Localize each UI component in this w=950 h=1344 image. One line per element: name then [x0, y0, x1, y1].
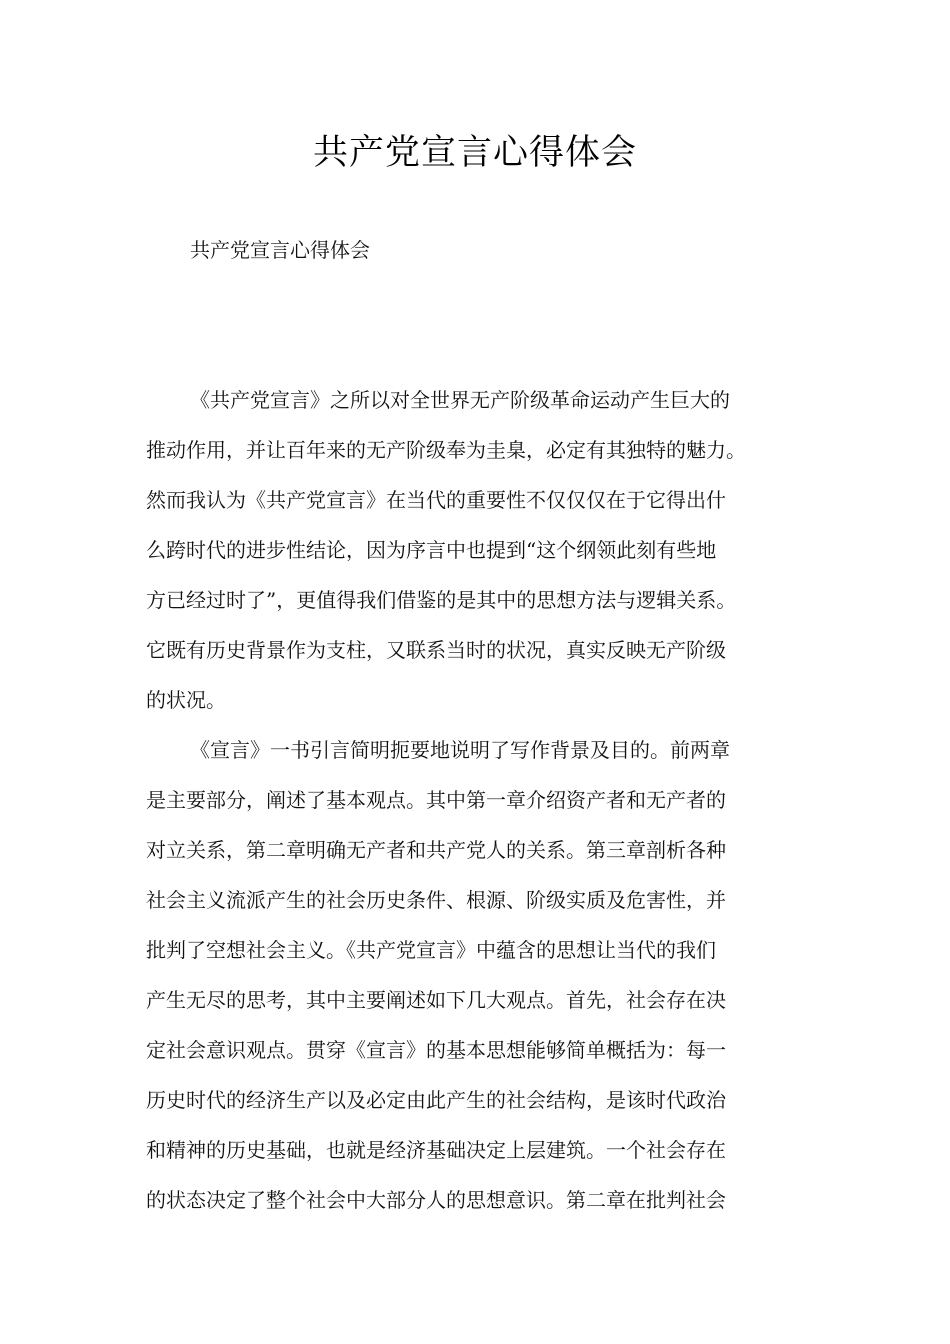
paragraph-2-line-6: 产生无尽的思考，其中主要阐述如下几大观点。首先，社会存在决 [146, 988, 726, 1012]
paragraph-2-line-7: 定社会意识观点。贯穿《宣言》的基本思想能够简单概括为：每一 [146, 1038, 726, 1062]
paragraph-1-line-5: 方已经过时了”，更值得我们借鉴的是其中的思想方法与逻辑关系。 [146, 588, 737, 612]
paragraph-1-line-4: 么跨时代的进步性结论，因为序言中也提到“这个纲领此刻有些地 [146, 538, 717, 562]
document-title: 共产党宣言心得体会 [312, 133, 637, 173]
paragraph-1-line-7: 的状况。 [146, 688, 226, 712]
paragraph-2-line-1: 《宣言》一书引言简明扼要地说明了写作背景及目的。前两章 [190, 738, 730, 762]
paragraph-2-line-2: 是主要部分，阐述了基本观点。其中第一章介绍资产者和无产者的 [146, 788, 726, 812]
paragraph-2-line-5: 批判了空想社会主义。《共产党宣言》中蕴含的思想让当代的我们 [146, 938, 716, 962]
paragraph-1-line-3: 然而我认为《共产党宣言》在当代的重要性不仅仅仅在于它得出什 [146, 488, 726, 512]
paragraph-1-line-1: 《共产党宣言》之所以对全世界无产阶级革命运动产生巨大的 [190, 388, 730, 412]
paragraph-1-line-2: 推动作用，并让百年来的无产阶级奉为圭臬，必定有其独特的魅力。 [146, 438, 746, 462]
paragraph-2-line-10: 的状态决定了整个社会中大部分人的思想意识。第二章在批判社会 [146, 1188, 726, 1212]
paragraph-2-line-8: 历史时代的经济生产以及必定由此产生的社会结构，是该时代政治 [146, 1088, 726, 1112]
document-subtitle: 共产党宣言心得体会 [190, 238, 370, 262]
paragraph-2-line-9: 和精神的历史基础，也就是经济基础决定上层建筑。一个社会存在 [146, 1138, 726, 1162]
paragraph-2-line-4: 社会主义流派产生的社会历史条件、根源、阶级实质及危害性，并 [146, 888, 726, 912]
paragraph-1-line-6: 它既有历史背景作为支柱，又联系当时的状况，真实反映无产阶级 [146, 638, 726, 662]
paragraph-2-line-3: 对立关系，第二章明确无产者和共产党人的关系。第三章剖析各种 [146, 838, 726, 862]
